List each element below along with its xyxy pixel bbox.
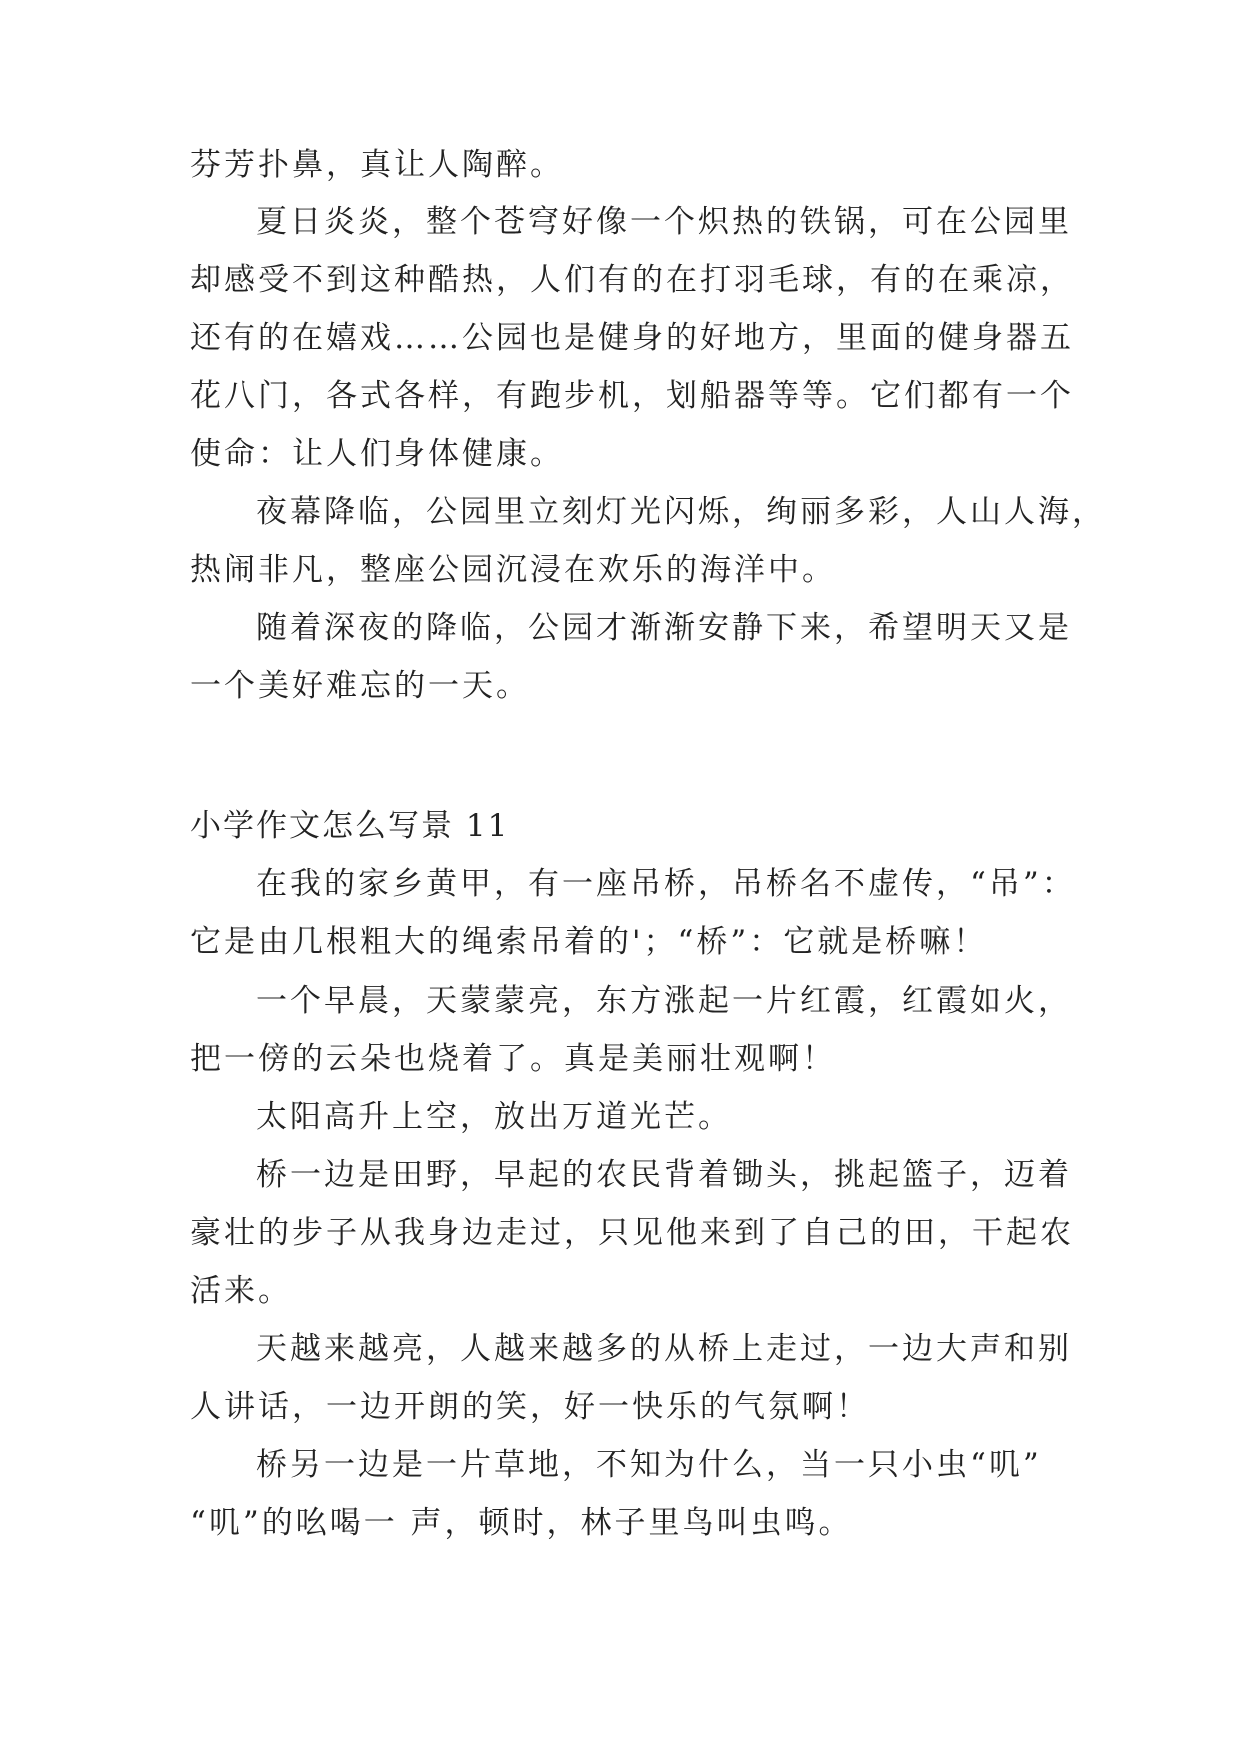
text-line: 还有的在嬉戏……公园也是健身的好地方，里面的健身器五 [190,320,1074,356]
paragraph-start-line: 随着深夜的降临，公园才渐渐安静下来，希望明天又是 [256,610,1072,646]
paragraph-start-line: 一个早晨，天蒙蒙亮，东方涨起一片红霞，红霞如火， [256,983,1072,1019]
text-line: 使命：让人们身体健康。 [190,436,564,472]
paragraph-start-line: 夏日炎炎，整个苍穹好像一个炽热的铁锅，可在公园里 [256,204,1072,240]
text-line: 把一傍的云朵也烧着了。真是美丽壮观啊！ [190,1041,836,1077]
paragraph-start-line: 夜幕降临，公园里立刻灯光闪烁，绚丽多彩，人山人海， [256,494,1106,530]
text-line: 一个美好难忘的一天。 [190,668,530,704]
paragraph-start-line: 桥另一边是一片草地，不知为什么，当一只小虫“叽” [256,1447,1042,1483]
paragraph-start-line: 在我的家乡黄甲，有一座吊桥，吊桥名不虚传，“吊”： [256,866,1076,902]
text-line: 活来。 [190,1273,292,1309]
paragraph-start-line: 太阳高升上空，放出万道光芒。 [256,1099,732,1135]
text-line: 花八门，各式各样，有跑步机，划船器等等。它们都有一个 [190,378,1074,414]
paragraph-start-line: 天越来越亮，人越来越多的从桥上走过，一边大声和别 [256,1331,1072,1367]
text-line: 热闹非凡，整座公园沉浸在欢乐的海洋中。 [190,552,836,588]
text-line: 豪壮的步子从我身边走过，只见他来到了自己的田，干起农 [190,1215,1074,1251]
section-heading: 小学作文怎么写景 11 [190,808,510,844]
text-line: 人讲话，一边开朗的笑，好一快乐的气氛啊！ [190,1389,870,1425]
text-line: 却感受不到这种酷热，人们有的在打羽毛球，有的在乘凉， [190,262,1074,298]
paragraph-start-line: 桥一边是田野，早起的农民背着锄头，挑起篮子，迈着 [256,1157,1072,1193]
text-line: “叽”的吆喝一 声，顿时，林子里鸟叫虫鸣。 [190,1505,853,1541]
text-line: 它是由几根粗大的绳索吊着的'；“桥”：它就是桥嘛！ [190,924,988,960]
text-line: 芬芳扑鼻，真让人陶醉。 [190,147,564,183]
